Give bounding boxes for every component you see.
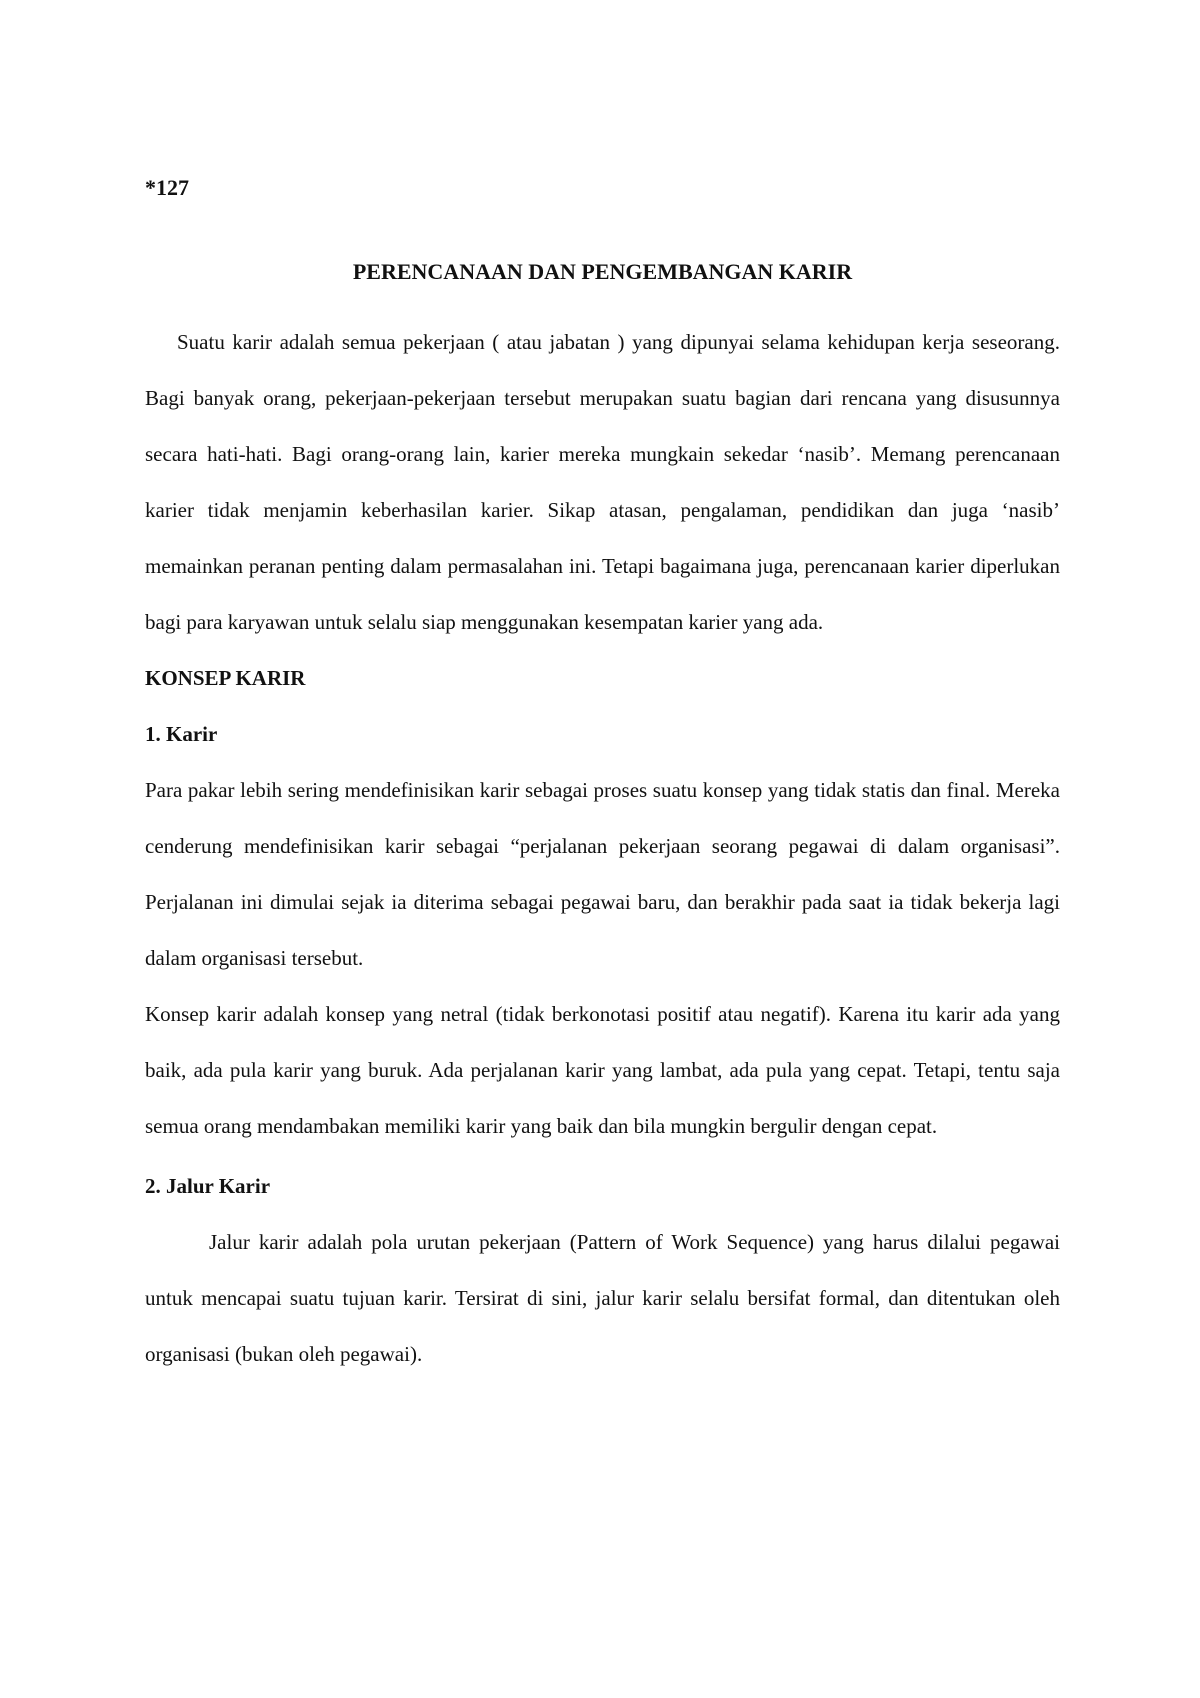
jalur-karir-paragraph: Jalur karir adalah pola urutan pekerjaan (Pattern of Work Sequence) yang harus dilalui pegawai untuk mencapai suatu tujuan karir. Tersirat di sini, jalur karir selalu bersifat formal, dan ditentukan oleh organisasi (bukan oleh pegawai).	[145, 1230, 1060, 1366]
intro-paragraph: Suatu karir adalah semua pekerjaan ( atau jabatan ) yang dipunyai selama kehidupan kerja seseorang. Bagi banyak orang, pekerjaan-pekerjaan tersebut merupakan suatu bagian dari rencana yang disusunnya secara hati-hati. Bagi orang-orang lain, karier mereka mungkain sekedar ‘nasib’. Memang perencanaan karier tidak menjamin keberhasilan karier. Sikap atasan, pengalaman, pendidikan dan juga ‘nasib’ memainkan peranan penting dalam permasalahan ini. Tetapi bagaimana juga, perencanaan karier diperlukan bagi para karyawan untuk selalu siap menggunakan kesempatan karier yang ada.	[145, 330, 1060, 634]
subsection-heading-jalur-karir: 2. Jalur Karir	[145, 1174, 271, 1198]
document-number: *127	[145, 175, 189, 200]
subsection-heading-karir: 1. Karir	[145, 722, 218, 746]
karir-paragraph-2: Konsep karir adalah konsep yang netral (tidak berkonotasi positif atau negatif). Karena itu karir ada yang baik, ada pula karir yang buruk. Ada perjalanan karir yang lambat, ada pula yang cepat. Tetapi, tentu saja semua orang mendambakan memiliki karir yang baik dan bila mungkin bergulir dengan cepat.	[145, 1002, 1060, 1138]
section-heading-konsep-karir: KONSEP KARIR	[145, 666, 306, 690]
document-body	[145, 168, 1060, 1382]
document-title: PERENCANAAN DAN PENGEMBANGAN KARIR	[352, 259, 853, 284]
karir-paragraph-1: Para pakar lebih sering mendefinisikan karir sebagai proses suatu konsep yang tidak statis dan final. Mereka cenderung mendefinisikan karir sebagai “perjalanan pekerjaan seorang pegawai di dalam organisasi”. Perjalanan ini dimulai sejak ia diterima sebagai pegawai baru, dan berakhir pada saat ia tidak bekerja lagi dalam organisasi tersebut.	[145, 778, 1060, 970]
